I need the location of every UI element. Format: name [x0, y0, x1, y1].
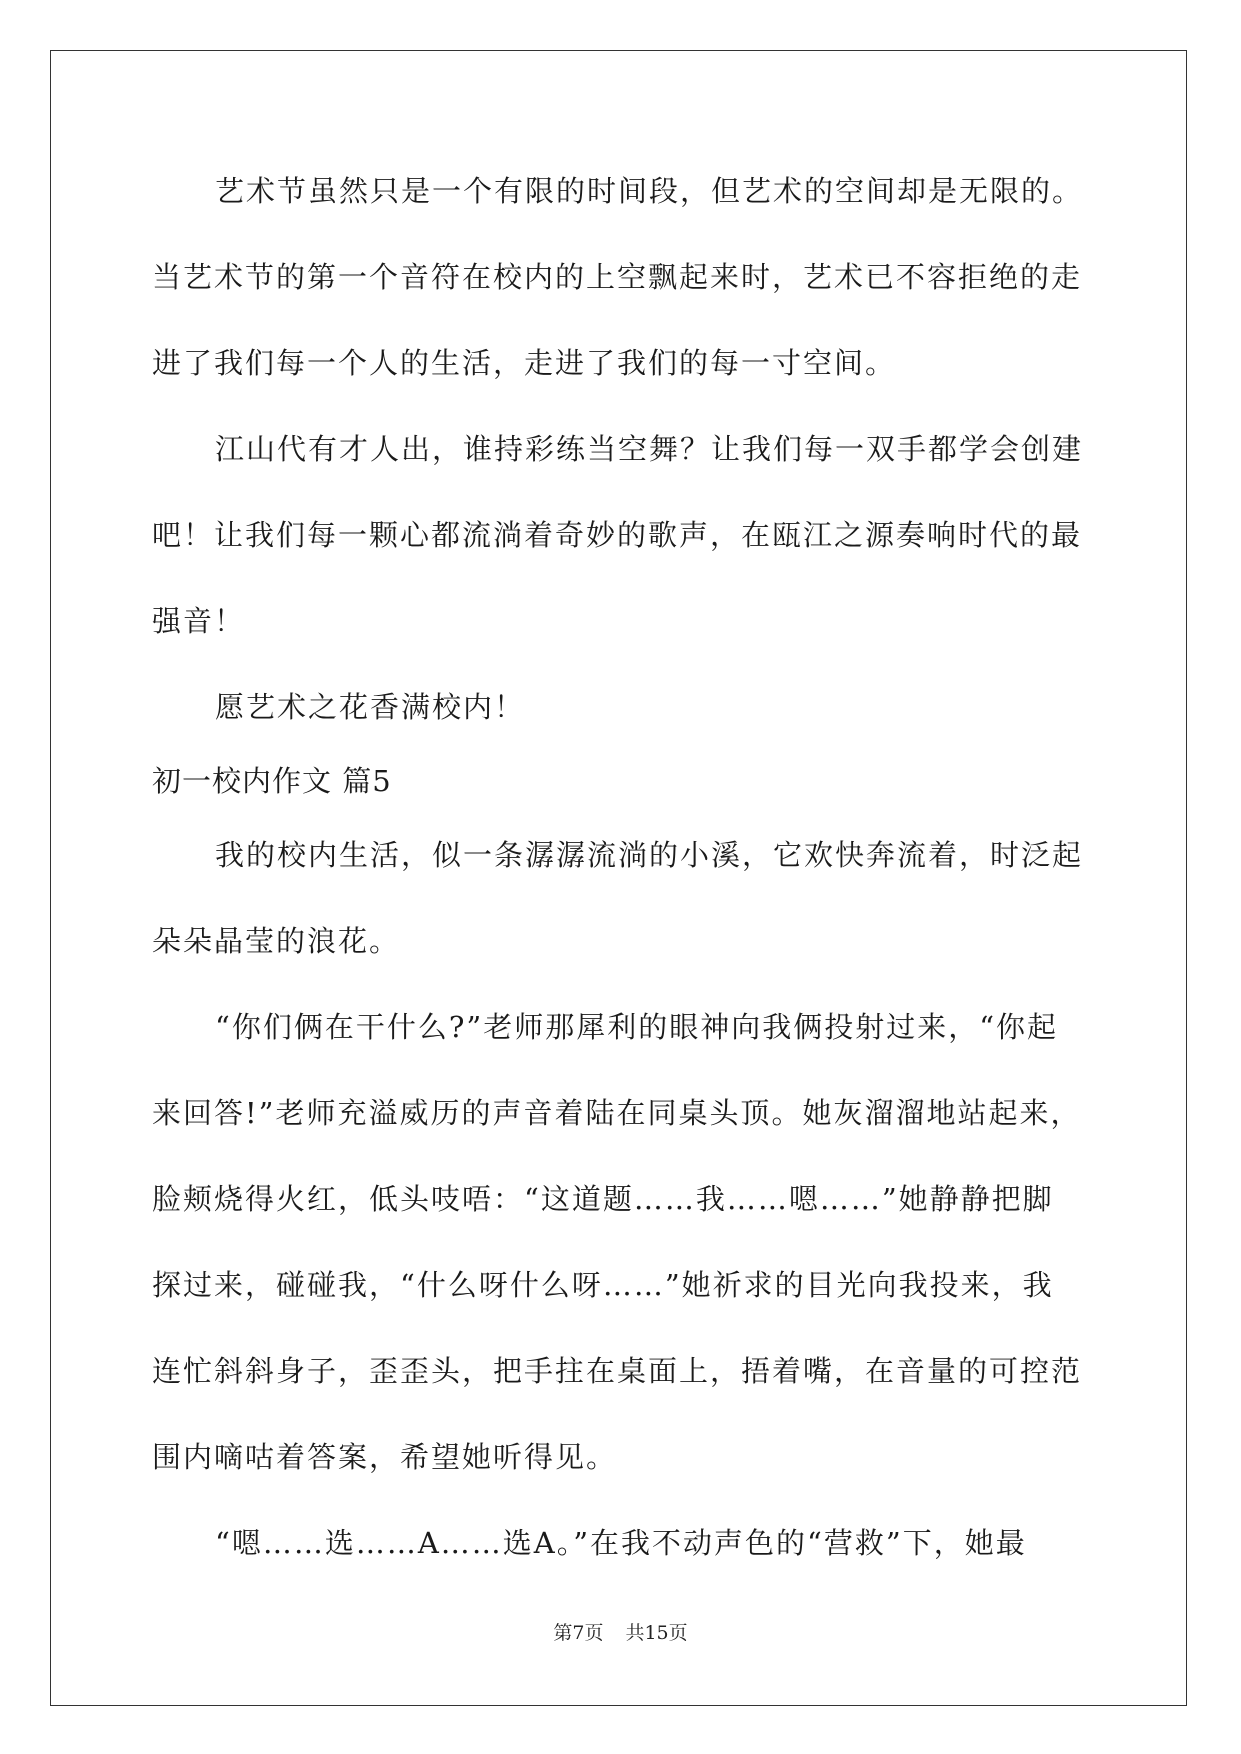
page-footer — [0, 1618, 1241, 1645]
paragraph-line: 强音！ — [152, 604, 246, 638]
paragraph-line: 朵朵晶莹的浪花。 — [152, 924, 401, 958]
paragraph-line: 连忙斜斜身子，歪歪头，把手拄在桌面上，捂着嘴，在音量的可控范 — [152, 1354, 1083, 1388]
paragraph-line: 进了我们每一个人的生活，走进了我们的每一寸空间。 — [152, 346, 897, 380]
paragraph-line: “你们俩在干什么?”老师那犀利的眼神向我俩投射过来，“你起 — [215, 1010, 1059, 1044]
paragraph-line: 我的校内生活，似一条潺潺流淌的小溪，它欢快奔流着，时泛起 — [215, 838, 1084, 872]
paragraph-line: “嗯……选……A……选A。”在我不动声色的“营救”下，她最 — [215, 1526, 1027, 1560]
section-heading: 初一校内作文 篇5 — [152, 764, 392, 798]
page-number: 第7页 — [553, 1622, 604, 1644]
paragraph-line: 当艺术节的第一个音符在校内的上空飘起来时，艺术已不容拒绝的走 — [152, 260, 1083, 294]
paragraph-line: 愿艺术之花香满校内！ — [215, 690, 526, 724]
paragraph-line: 艺术节虽然只是一个有限的时间段，但艺术的空间却是无限的。 — [215, 174, 1084, 208]
paragraph-line: 围内嘀咕着答案，希望她听得见。 — [152, 1440, 618, 1474]
page-total: 共15页 — [625, 1622, 688, 1644]
paragraph-line: 脸颊烧得火红，低头吱唔：“这道题……我……嗯……”她静静把脚 — [152, 1182, 1054, 1216]
paragraph-line: 探过来，碰碰我，“什么呀什么呀……”她祈求的目光向我投来，我 — [152, 1268, 1054, 1302]
document-body — [152, 148, 1092, 1586]
paragraph-line: 吧！让我们每一颗心都流淌着奇妙的歌声，在瓯江之源奏响时代的最 — [152, 518, 1083, 552]
paragraph-line: 江山代有才人出，谁持彩练当空舞？让我们每一双手都学会创建 — [215, 432, 1084, 466]
paragraph-line: 来回答!”老师充溢威历的声音着陆在同桌头顶。她灰溜溜地站起来， — [152, 1096, 1082, 1130]
